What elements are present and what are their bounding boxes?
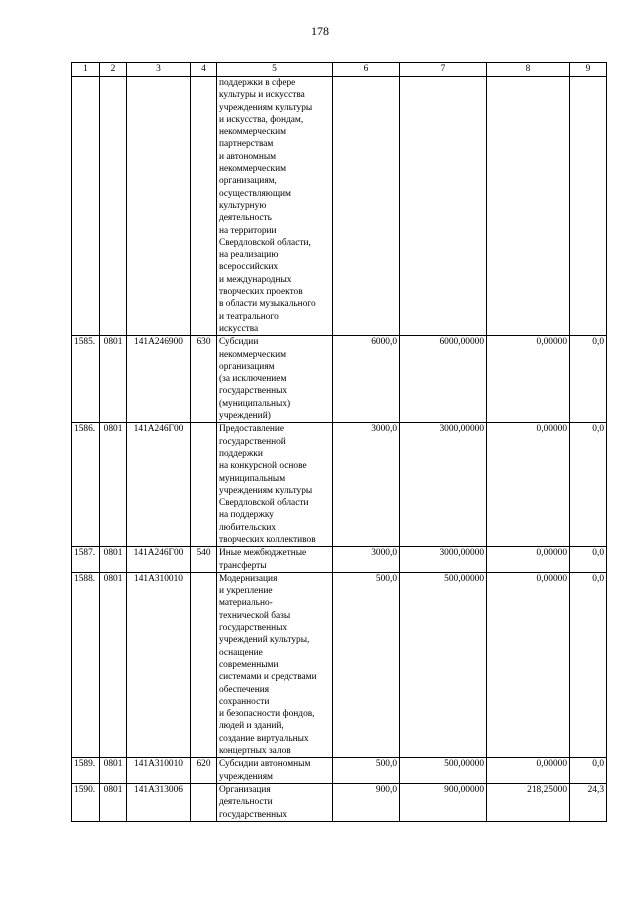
target-code: 141А310010: [127, 572, 191, 757]
executed-amount: 0,00000: [487, 547, 570, 573]
row-number: 1587.: [72, 547, 100, 573]
adjusted-amount: 3000,00000: [400, 547, 487, 573]
section-code: 0801: [100, 572, 127, 757]
table-row: [72, 336, 607, 423]
target-code: 141А313006: [127, 783, 191, 821]
header-cell: 9: [570, 63, 607, 77]
header-cell: 5: [217, 63, 333, 77]
approved-amount: 3000,0: [333, 423, 400, 547]
row-number: [72, 77, 100, 336]
expense-type: [191, 572, 217, 757]
section-code: 0801: [100, 783, 127, 821]
table-row: [72, 783, 607, 821]
table-row: [72, 423, 607, 547]
executed-amount: 218,25000: [487, 783, 570, 821]
expense-type: [191, 77, 217, 336]
approved-amount: [333, 77, 400, 336]
row-number: 1585.: [72, 336, 100, 423]
approved-amount: 3000,0: [333, 547, 400, 573]
item-name: Субсидии автономным учреждениям: [217, 758, 333, 784]
expense-type: 620: [191, 758, 217, 784]
table-row: [72, 77, 607, 336]
expense-type: [191, 783, 217, 821]
target-code: 141А246Г00: [127, 547, 191, 573]
item-name: Предоставление государственной поддержки на конкурсной основе муниципальным учреждениям культуры Свердловской области на поддержку любительских творческих коллективов: [217, 423, 333, 547]
row-number: 1588.: [72, 572, 100, 757]
header-cell: 2: [100, 63, 127, 77]
execution-percent: 0,0: [570, 423, 607, 547]
executed-amount: 0,00000: [487, 423, 570, 547]
executed-amount: 0,00000: [487, 758, 570, 784]
item-name: Организация деятельности государственных: [217, 783, 333, 821]
row-number: 1589.: [72, 758, 100, 784]
table-row: [72, 547, 607, 573]
execution-percent: 24,3: [570, 783, 607, 821]
expense-type: 630: [191, 336, 217, 423]
header-cell: 4: [191, 63, 217, 77]
target-code: [127, 77, 191, 336]
approved-amount: 500,0: [333, 758, 400, 784]
section-code: 0801: [100, 423, 127, 547]
row-number: 1590.: [72, 783, 100, 821]
header-cell: 8: [487, 63, 570, 77]
table-row: [72, 572, 607, 757]
approved-amount: 6000,0: [333, 336, 400, 423]
target-code: 141А310010: [127, 758, 191, 784]
execution-percent: [570, 77, 607, 336]
budget-table: [71, 62, 607, 822]
target-code: 141А246900: [127, 336, 191, 423]
table-row: [72, 758, 607, 784]
adjusted-amount: 900,00000: [400, 783, 487, 821]
execution-percent: 0,0: [570, 336, 607, 423]
adjusted-amount: 6000,00000: [400, 336, 487, 423]
section-code: 0801: [100, 758, 127, 784]
header-row: [72, 63, 607, 77]
approved-amount: 500,0: [333, 572, 400, 757]
executed-amount: 0,00000: [487, 572, 570, 757]
execution-percent: 0,0: [570, 758, 607, 784]
row-number: 1586.: [72, 423, 100, 547]
page-number: 178: [311, 24, 329, 38]
adjusted-amount: 500,00000: [400, 572, 487, 757]
expense-type: [191, 423, 217, 547]
executed-amount: 0,00000: [487, 336, 570, 423]
header-cell: 1: [72, 63, 100, 77]
approved-amount: 900,0: [333, 783, 400, 821]
executed-amount: [487, 77, 570, 336]
execution-percent: 0,0: [570, 547, 607, 573]
expense-type: 540: [191, 547, 217, 573]
adjusted-amount: 500,00000: [400, 758, 487, 784]
target-code: 141А246Г00: [127, 423, 191, 547]
header-cell: 6: [333, 63, 400, 77]
header-cell: 3: [127, 63, 191, 77]
section-code: 0801: [100, 336, 127, 423]
item-name: Модернизация и укрепление материально- технической базы государственных учреждений культуры, оснащение современными системами и средствами обеспечения сохранности и безопасности фондов, людей и зданий, создание виртуальных концертных залов: [217, 572, 333, 757]
item-name: Субсидии некоммерческим организациям (за исключением государственных (муниципальных) учреждений): [217, 336, 333, 423]
item-name: Иные межбюджетные трансферты: [217, 547, 333, 573]
adjusted-amount: 3000,00000: [400, 423, 487, 547]
header-cell: 7: [400, 63, 487, 77]
adjusted-amount: [400, 77, 487, 336]
execution-percent: 0,0: [570, 572, 607, 757]
section-code: 0801: [100, 547, 127, 573]
item-name: поддержки в сфере культуры и искусства учреждениям культуры и искусства, фондам, некоммерческим партнерствам и автономным некоммерческим организациям, осуществляющим культурную деятельность на территории Свердловской области, на реализацию всероссийских и международных творческих проектов в области музыкального и театрального искусства: [217, 77, 333, 336]
section-code: [100, 77, 127, 336]
